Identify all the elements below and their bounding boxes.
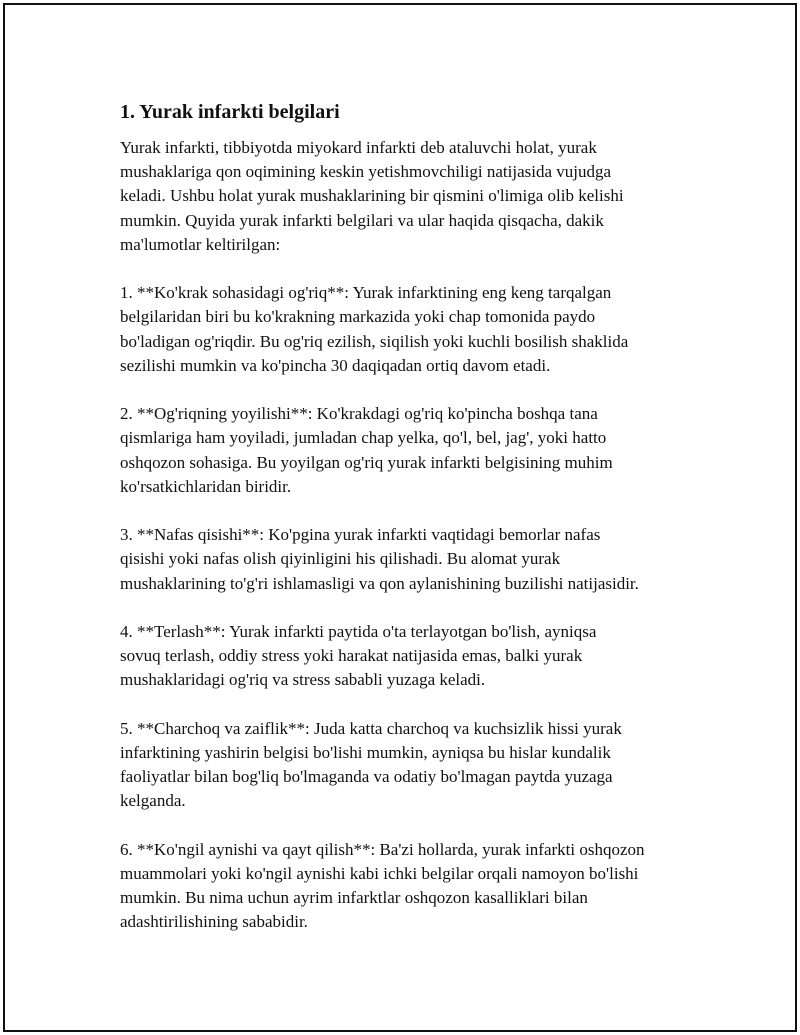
symptom-pain-spread-paragraph: 2. **Og'riqning yoyilishi**: Ko'krakdagi og'riq ko'pincha boshqa tana qismlariga ham yoyiladi, jumladan chap yelka, qo'l, bel, jag', yoki hatto oshqozon sohasiga. Bu yoyilgan og'riq yurak infarkti belgisining muhim ko'rsatkichlaridan biridir. [120,404,613,496]
symptom-fatigue-paragraph: 5. **Charchoq va zaiflik**: Juda katta charchoq va kuchsizlik hissi yurak infarktining yashirin belgisi bo'lishi mumkin, ayniqsa bu hislar kundalik faoliyatlar bilan bog'liq bo'lmaganda va odatiy bo'lmagan paytda yuzaga kelganda. [120,718,622,811]
page-title: 1. Yurak infarkti belgilari [120,101,340,123]
symptom-nausea-paragraph: 6. **Ko'ngil aynishi va qayt qilish**: Ba'zi hollarda, yurak infarkti oshqozon muammolari yoki ko'ngil aynishi kabi ichki belgilar orqali namoyon bo'lishi mumkin. Bu nima uchun ayrim infarktlar oshqozon kasalliklari bilan adashtirilishining sababidir. [120,839,645,932]
page-frame [3,3,797,1032]
intro-paragraph: Yurak infarkti, tibbiyotda miyokard infarkti deb ataluvchi holat, yurak mushaklariga qon oqimining keskin yetishmovchiligi natijasida vujudga keladi. Ushbu holat yurak mushaklarining bir qismini o'limiga olib kelishi mumkin. Quyida yurak infarkti belgilari va ular haqida qisqacha, dakik ma'lumotlar keltirilgan: [120,138,624,254]
symptom-chest-pain-paragraph: 1. **Ko'krak sohasidagi og'riq**: Yurak infarktining eng keng tarqalgan belgilaridan biri bu ko'krakning markazida yoki chap tomonida paydo bo'ladigan og'riqdir. Bu og'riq ezilish, siqilish yoki kuchli bosilish shaklida sezilishi mumkin va ko'pincha 30 daqiqadan ortiq davom etadi. [120,283,629,375]
symptom-shortness-of-breath-paragraph: 3. **Nafas qisishi**: Ko'pgina yurak infarkti vaqtidagi bemorlar nafas qisishi yoki nafas olish qiyinligini his qilishadi. Bu alomat yurak mushaklarining to'g'ri ishlamasligi va qon aylanishining buzilishi natijasidir. [120,525,639,593]
symptom-sweating-paragraph: 4. **Terlash**: Yurak infarkti paytida o'ta terlayotgan bo'lish, ayniqsa sovuq terlash, oddiy stress yoki harakat natijasida emas, balki yurak mushaklaridagi og'riq va stress sababli yuzaga keladi. [120,622,597,690]
document-body [120,99,700,959]
